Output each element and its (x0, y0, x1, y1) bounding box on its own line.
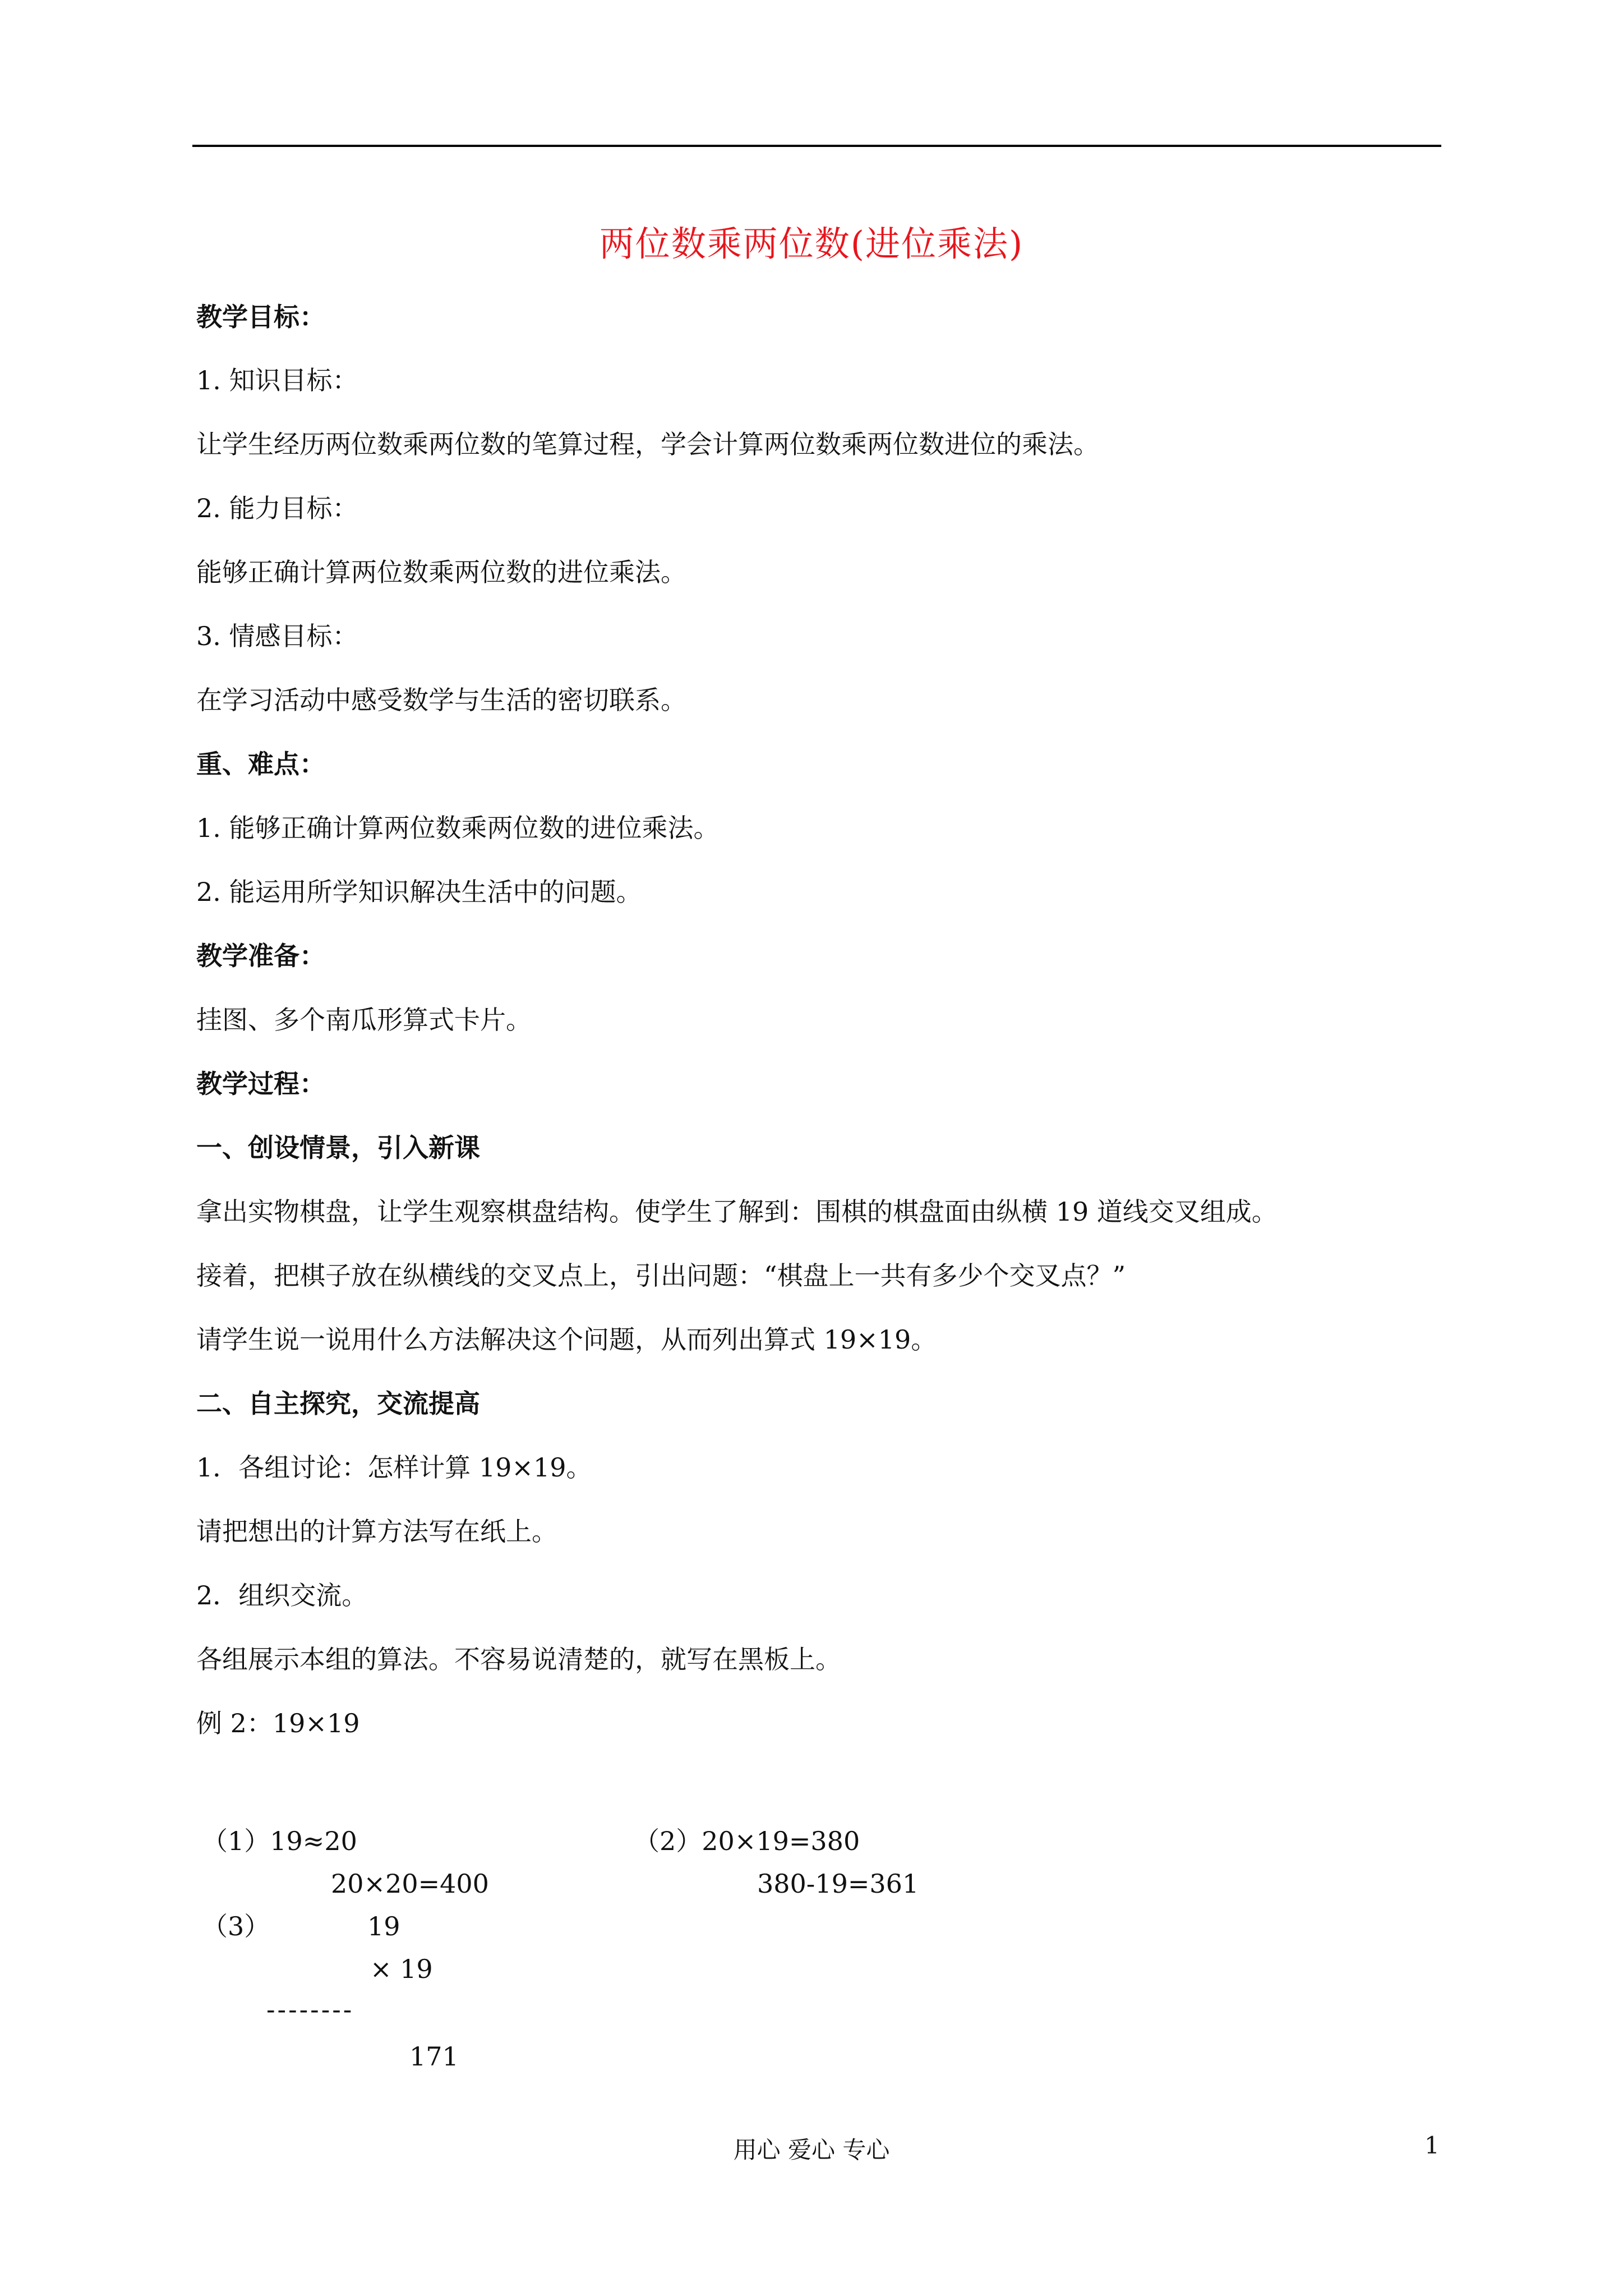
method-3-partial-product: 171 (409, 2041, 459, 2072)
body-line: 1. 能够正确计算两位数乘两位数的进位乘法。 (196, 813, 720, 843)
body-line: 让学生经历两位数乘两位数的笔算过程，学会计算两位数乘两位数进位的乘法。 (196, 429, 1099, 459)
method-3-label: （3） (202, 1911, 270, 1941)
body-line: 请把想出的计算方法写在纸上。 (196, 1516, 557, 1547)
method-2-line-2: 380-19=361 (757, 1869, 919, 1899)
method-3-multiplier: × 19 (370, 1954, 433, 1984)
section-heading: 教学过程： (196, 1069, 325, 1099)
method-2-line-1: （2）20×19=380 (634, 1826, 860, 1856)
section-heading: 教学准备： (196, 941, 325, 971)
body-line: 1. 知识目标： (196, 365, 358, 395)
body-line: 例 2：19×19 (196, 1708, 360, 1738)
body-line: 请学生说一说用什么方法解决这个问题，从而列出算式 19×19。 (196, 1324, 937, 1355)
footer-motto: 用心 爱心 专心 (733, 2136, 890, 2164)
method-3-multiplicand: 19 (367, 1911, 400, 1941)
body-line: 在学习活动中感受数学与生活的密切联系。 (196, 685, 686, 715)
body-line: 3. 情感目标： (196, 621, 358, 651)
body-line: 1．各组讨论：怎样计算 19×19。 (196, 1452, 592, 1483)
body-line: 2. 能运用所学知识解决生活中的问题。 (196, 877, 642, 907)
method-3-divider: -------- (266, 1994, 354, 2024)
body-line: 接着，把棋子放在纵横线的交叉点上，引出问题：“棋盘上一共有多少个交叉点？” (196, 1260, 1126, 1291)
method-1-line-2: 20×20=400 (331, 1869, 489, 1899)
page-number: 1 (1424, 2132, 1440, 2159)
section-heading: 教学目标： (196, 302, 325, 332)
body-line: 2. 能力目标： (196, 493, 358, 523)
header-rule (192, 145, 1441, 147)
body-line: 拿出实物棋盘，让学生观察棋盘结构。使学生了解到：围棋的棋盘面由纵横 19 道线交叉组成。 (196, 1197, 1278, 1227)
body-line: 2．组织交流。 (196, 1580, 368, 1611)
section-heading: 一、创设情景，引入新课 (196, 1133, 480, 1163)
method-1-line-1: （1）19≈20 (202, 1826, 357, 1856)
body-line: 能够正确计算两位数乘两位数的进位乘法。 (196, 557, 686, 587)
document-title: 两位数乘两位数(进位乘法) (599, 223, 1024, 264)
section-heading: 重、难点： (196, 749, 325, 779)
section-heading: 二、自主探究，交流提高 (196, 1388, 480, 1419)
body-line: 挂图、多个南瓜形算式卡片。 (196, 1005, 532, 1035)
body-line: 各组展示本组的算法。不容易说清楚的，就写在黑板上。 (196, 1644, 841, 1674)
